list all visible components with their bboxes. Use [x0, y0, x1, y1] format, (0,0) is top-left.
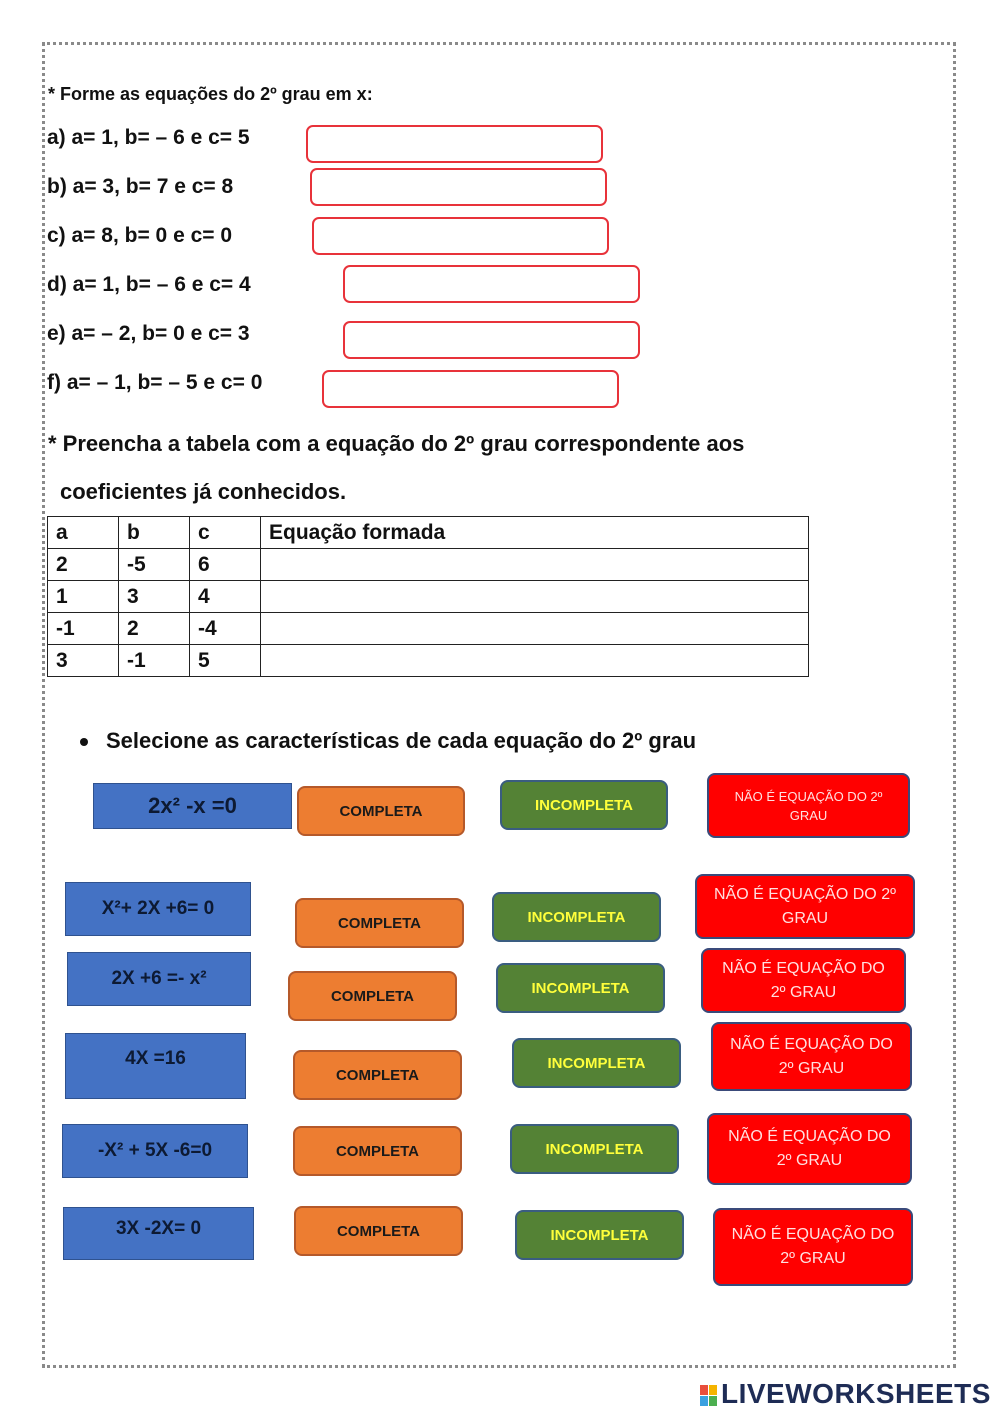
table-cell: 2	[119, 613, 190, 645]
table-cell: 3	[48, 645, 119, 677]
equation-cell[interactable]	[261, 613, 809, 645]
equation-cell[interactable]	[261, 549, 809, 581]
table-row	[48, 613, 809, 645]
section2-heading	[48, 420, 744, 516]
equation-cell[interactable]	[261, 645, 809, 677]
question-c: c) a= 8, b= 0 e c= 0	[47, 224, 233, 247]
incompleta-button[interactable]: INCOMPLETA	[500, 780, 668, 830]
table-header: c	[190, 517, 261, 549]
question-e: e) a= – 2, b= 0 e c= 3	[47, 322, 250, 345]
nao-equacao-button[interactable]: NÃO É EQUAÇÃO DO 2º GRAU	[695, 874, 915, 939]
table-row	[48, 645, 809, 677]
answer-f-input[interactable]	[322, 370, 619, 408]
section2-heading-line1: * Preencha a tabela com a equação do 2º grau correspondente aos	[48, 431, 745, 456]
answer-a-input[interactable]	[306, 125, 603, 163]
answer-b-input[interactable]	[310, 168, 607, 206]
nao-equacao-button[interactable]: NÃO É EQUAÇÃO DO 2º GRAU	[701, 948, 906, 1013]
completa-button[interactable]: COMPLETA	[297, 786, 465, 836]
equation-box: 2X +6 =- x²	[67, 952, 251, 1006]
table-cell: 5	[190, 645, 261, 677]
section3-heading	[80, 728, 696, 754]
bullet-icon	[80, 738, 88, 746]
table-cell: -5	[119, 549, 190, 581]
completa-button[interactable]: COMPLETA	[293, 1126, 462, 1176]
question-b: b) a= 3, b= 7 e c= 8	[47, 175, 234, 198]
table-cell: -1	[48, 613, 119, 645]
table-cell: 6	[190, 549, 261, 581]
liveworksheets-logo-icon	[700, 1385, 718, 1407]
incompleta-button[interactable]: INCOMPLETA	[496, 963, 665, 1013]
nao-equacao-button[interactable]: NÃO É EQUAÇÃO DO 2º GRAU	[707, 1113, 912, 1185]
question-a: a) a= 1, b= – 6 e c= 5	[47, 126, 250, 149]
incompleta-button[interactable]: INCOMPLETA	[492, 892, 661, 942]
table-row	[48, 581, 809, 613]
completa-button[interactable]: COMPLETA	[288, 971, 457, 1021]
table-row	[48, 549, 809, 581]
table-cell: 1	[48, 581, 119, 613]
table-cell: 2	[48, 549, 119, 581]
nao-equacao-button[interactable]: NÃO É EQUAÇÃO DO 2º GRAU	[713, 1208, 913, 1286]
table-cell: 3	[119, 581, 190, 613]
section1-heading: * Forme as equações do 2º grau em x:	[48, 84, 373, 104]
liveworksheets-brand-text: LIVEWORKSHEETS	[721, 1378, 991, 1409]
table-header: a	[48, 517, 119, 549]
table-cell: -1	[119, 645, 190, 677]
equation-box: 4X =16	[65, 1033, 246, 1099]
answer-d-input[interactable]	[343, 265, 640, 303]
equation-box: 2x² -x =0	[93, 783, 292, 829]
table-cell: 4	[190, 581, 261, 613]
answer-c-input[interactable]	[312, 217, 609, 255]
incompleta-button[interactable]: INCOMPLETA	[515, 1210, 684, 1260]
completa-button[interactable]: COMPLETA	[295, 898, 464, 948]
table-cell: -4	[190, 613, 261, 645]
section3-heading-text: Selecione as características de cada equação do 2º grau	[106, 728, 697, 753]
equation-box: -X² + 5X -6=0	[62, 1124, 248, 1178]
section2-heading-line2: coeficientes já conhecidos.	[60, 479, 347, 504]
table-header: b	[119, 517, 190, 549]
nao-equacao-button[interactable]: NÃO É EQUAÇÃO DO 2º GRAU	[711, 1022, 912, 1091]
table-header-row	[48, 517, 809, 549]
liveworksheets-logo	[700, 1378, 991, 1410]
coefficients-table	[47, 516, 809, 677]
table-header: Equação formada	[261, 517, 809, 549]
question-d: d) a= 1, b= – 6 e c= 4	[47, 273, 251, 296]
nao-equacao-button[interactable]: NÃO É EQUAÇÃO DO 2º GRAU	[707, 773, 910, 838]
equation-box: 3X -2X= 0	[63, 1207, 254, 1260]
equation-cell[interactable]	[261, 581, 809, 613]
completa-button[interactable]: COMPLETA	[293, 1050, 462, 1100]
incompleta-button[interactable]: INCOMPLETA	[512, 1038, 681, 1088]
question-f: f) a= – 1, b= – 5 e c= 0	[47, 371, 263, 394]
completa-button[interactable]: COMPLETA	[294, 1206, 463, 1256]
equation-box: X²+ 2X +6= 0	[65, 882, 251, 936]
answer-e-input[interactable]	[343, 321, 640, 359]
incompleta-button[interactable]: INCOMPLETA	[510, 1124, 679, 1174]
